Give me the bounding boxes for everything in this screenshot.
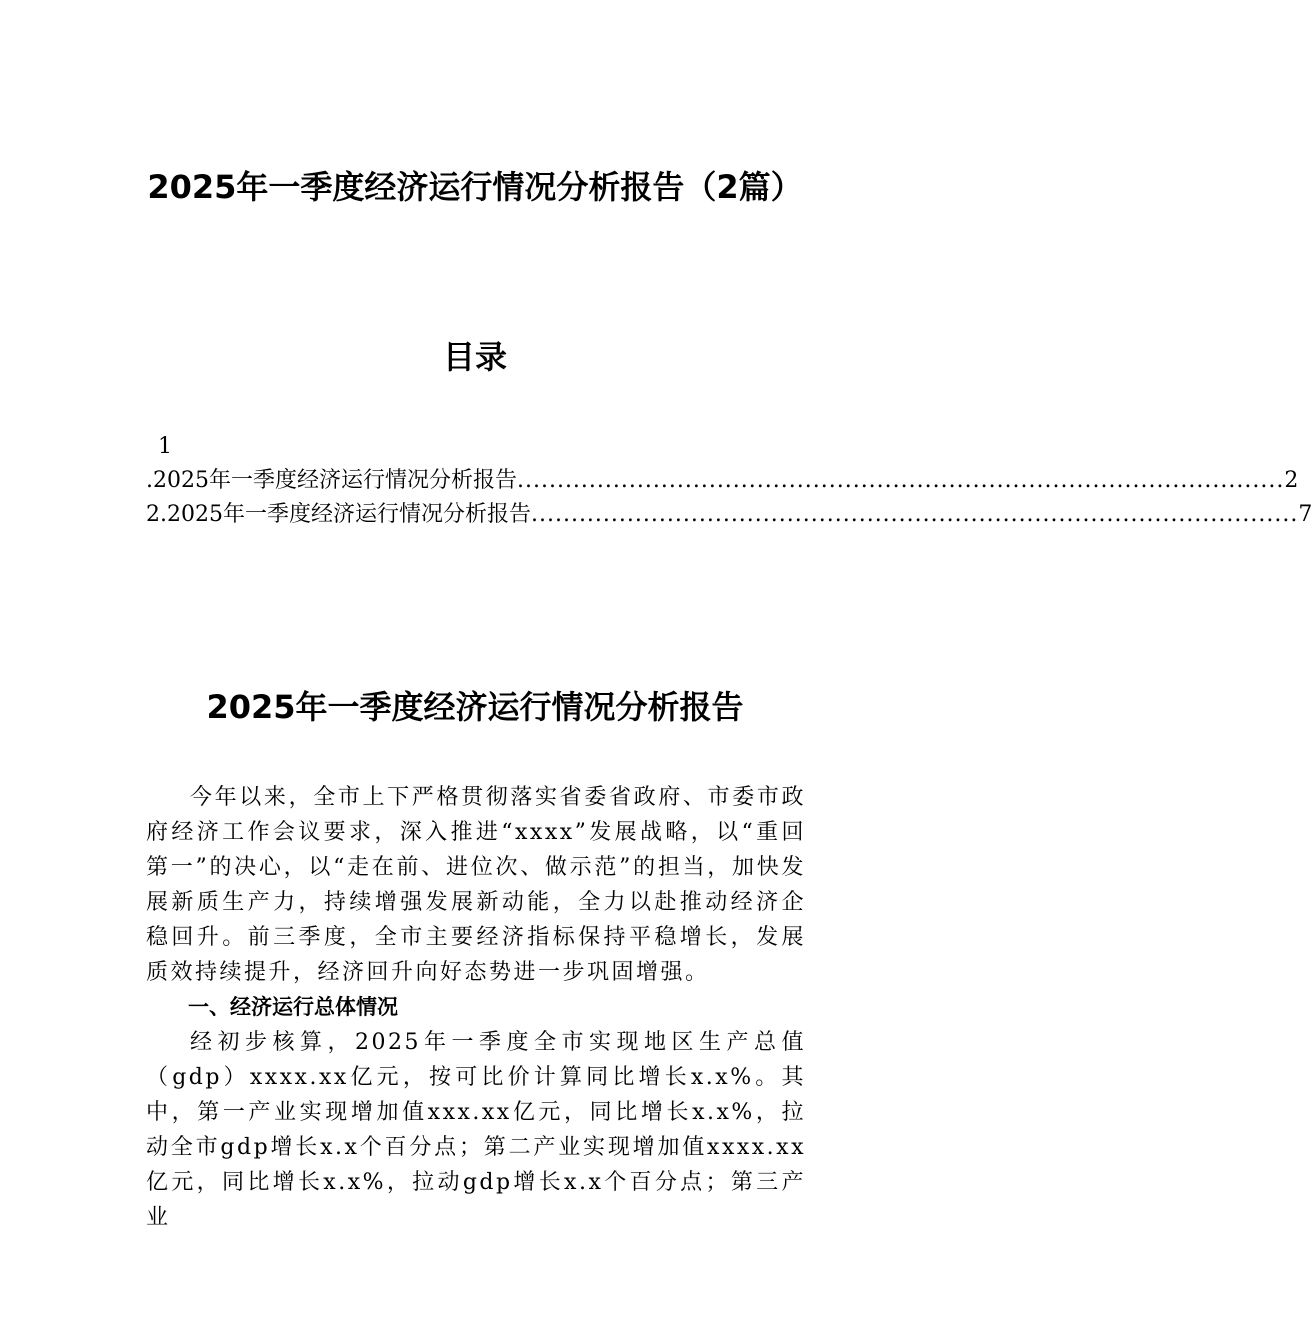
table-of-contents [146, 430, 1312, 532]
toc-heading: 目录 [442, 338, 507, 376]
toc-leader-dots: ................................................................................................ [516, 468, 1285, 493]
toc-entry-2-text: 2.2025年一季度经济运行情况分析报告 [146, 502, 531, 527]
section-heading-1: 一、经济运行总体情况 [188, 995, 398, 1019]
toc-entry-1-text: .2025年一季度经济运行情况分析报告 [146, 468, 517, 493]
toc-entry-2-page: 7 [1298, 502, 1312, 527]
toc-entry-1[interactable] [146, 464, 1299, 498]
article-title: 2025年一季度经济运行情况分析报告 [206, 688, 744, 726]
toc-entry-2[interactable] [146, 498, 1312, 532]
toc-entry-1-page: 2 [1284, 468, 1299, 493]
article-body [146, 780, 806, 1235]
paragraph-gdp: 经初步核算，2025年一季度全市实现地区生产总值（gdp）xxxx.xx亿元，按可比价计算同比增长x.x%。其中，第一产业实现增加值xxx.xx亿元，同比增长x.x%，拉动全市gdp增长x.x个百分点；第二产业实现增加值xxxx.xx亿元，同比增长x.x%，拉动gdp增长x.x个百分点；第三产业 [146, 1030, 806, 1230]
toc-entry-1-number: 1 [158, 434, 172, 459]
paragraph-intro: 今年以来，全市上下严格贯彻落实省委省政府、市委市政府经济工作会议要求，深入推进“xxxx”发展战略，以“重回第一”的决心，以“走在前、进位次、做示范”的担当，加快发展新质生产力，持续增强发展新动能，全力以赴推动经济企稳回升。前三季度，全市主要经济指标保持平稳增长，发展质效持续提升，经济回升向好态势进一步巩固增强。 [146, 785, 806, 985]
toc-leader-dots: ................................................................................................ [530, 502, 1299, 527]
document-title: 2025年一季度经济运行情况分析报告（2篇） [147, 168, 803, 206]
